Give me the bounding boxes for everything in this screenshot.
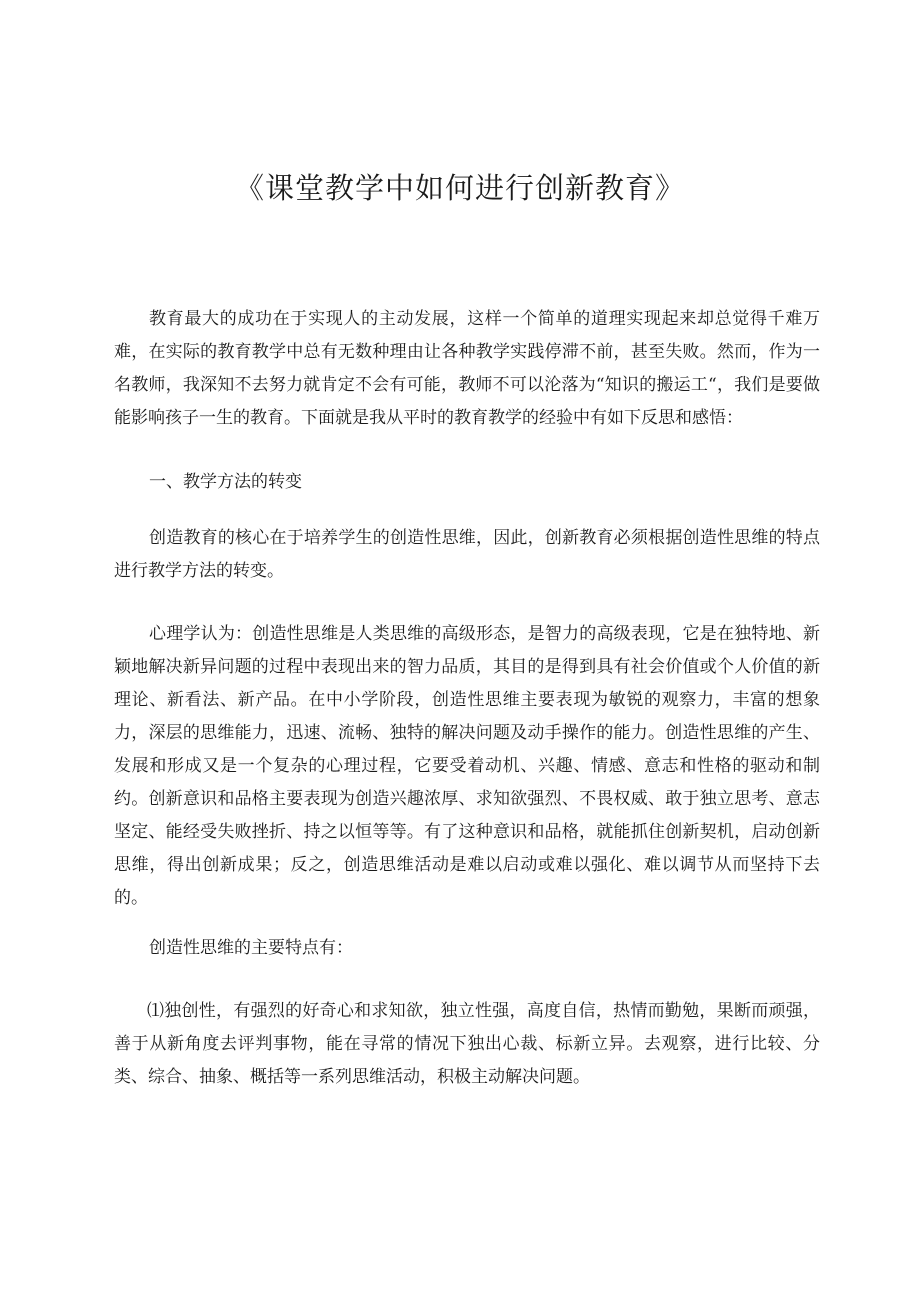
feature-item-originality: ⑴独创性，有强烈的好奇心和求知欲，独立性强，高度自信，热情而勤勉，果断而顽强，善于从新角度去评判事物，能在寻常的情况下独出心裁、标新立异。去观察，进行比较、分类、综合、抽象、概括等一系列思维活动，积极主动解决问题。 bbox=[114, 1001, 820, 1087]
intro-paragraph: 教育最大的成功在于实现人的主动发展，这样一个简单的道理实现起来却总觉得千难万难，在实际的教育教学中总有无数种理由让各种教学实践停滞不前，甚至失败。然而，作为一名教师，我深知不去努力就肯定不会有可能，教师不可以沦落为“知识的搬运工“，我们是要做能影响孩子一生的教育。下面就是我从平时的教育教学的经验中有如下反思和感悟： bbox=[114, 309, 820, 428]
section-intro-paragraph: 创造教育的核心在于培养学生的创造性思维，因此，创新教育必须根据创造性思维的特点进行教学方法的转变。 bbox=[114, 528, 820, 581]
section-heading-teaching-method: 一、教学方法的转变 bbox=[149, 472, 302, 492]
features-heading: 创造性思维的主要特点有： bbox=[149, 938, 353, 958]
document-title: 《课堂教学中如何进行创新教育》 bbox=[234, 171, 685, 205]
psychology-paragraph: 心理学认为：创造性思维是人类思维的高级形态，是智力的高级表现，它是在独特地、新颖地解决新异问题的过程中表现出来的智力品质，其目的是得到具有社会价值或个人价值的新理论、新看法、新产品。在中小学阶段，创造性思维主要表现为敏锐的观察力，丰富的想象力，深层的思维能力，迅速、流畅、独特的解决问题及动手操作的能力。创造性思维的产生、发展和形成又是一个复杂的心理过程，它要受着动机、兴趣、情感、意志和性格的驱动和制约。创新意识和品格主要表现为创造兴趣浓厚、求知欲强烈、不畏权威、敢于独立思考、意志坚定、能经受失败挫折、持之以恒等等。有了这种意识和品格，就能抓住创新契机，启动创新思维，得出创新成果；反之，创造思维活动是难以启动或难以强化、难以调节从而坚持下去的。 bbox=[114, 624, 820, 908]
